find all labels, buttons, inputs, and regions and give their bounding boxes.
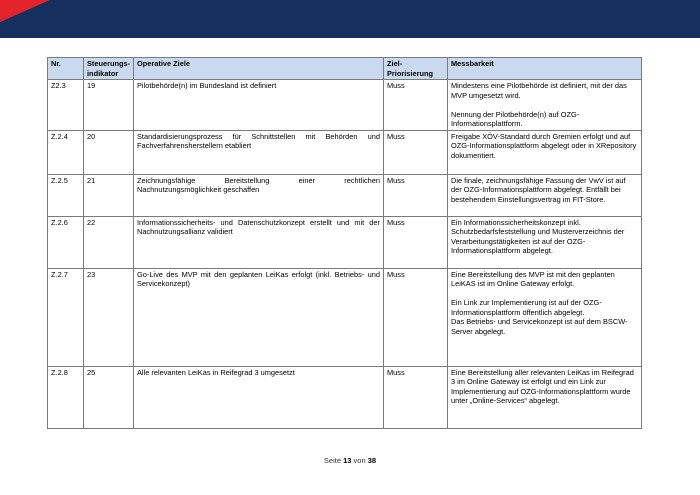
cell-ziel: Go-Live des MVP mit den geplanten LeiKas erfolgt (inkl. Betriebs- und Servicekonzept) — [134, 268, 384, 366]
cell-messbarkeit: Die finale, zeichnungsfähige Fassung der VwV ist auf der OZG-Informationsplattform abgelegt. Entfällt bei bestehendem Einstellungsvertrag im FIT-Store. — [448, 174, 642, 216]
col-header-priorisierung: Ziel-Priorisierung — [384, 58, 448, 80]
cell-indikator: 23 — [84, 268, 134, 366]
cell-ziel: Standardisierungsprozess für Schnittstellen mit Behörden und Fachverfahrensherstellern etabliert — [134, 130, 384, 174]
page-total: 38 — [367, 456, 377, 465]
col-header-indikator: Steuerungs-indikator — [84, 58, 134, 80]
table-row — [48, 174, 642, 216]
cell-nr: Z.2.8 — [48, 366, 84, 428]
table-row — [48, 268, 642, 366]
table-header-row — [48, 58, 642, 80]
cell-indikator: 21 — [84, 174, 134, 216]
cell-prio: Muss — [384, 80, 448, 131]
page-separator: von — [353, 456, 366, 465]
cell-indikator: 19 — [84, 80, 134, 131]
cell-indikator: 22 — [84, 216, 134, 268]
cell-nr: Z.2.4 — [48, 130, 84, 174]
table-row — [48, 130, 642, 174]
cell-prio: Muss — [384, 130, 448, 174]
cell-prio: Muss — [384, 268, 448, 366]
cell-messbarkeit: Freigabe XÖV-Standard durch Gremien erfolgt und auf OZG-Informationsplattform abgelegt oder in XRepository dokumentiert. — [448, 130, 642, 174]
cell-nr: Z.2.7 — [48, 268, 84, 366]
cell-nr: Z2.3 — [48, 80, 84, 131]
mess-text: Ein Link zur Implementierung ist auf der OZG-Informationsplattform öffentlich abgelegt. — [451, 298, 602, 317]
mess-text: Das Betriebs- und Servicekonzept ist auf dem BSCW-Server abgelegt. — [451, 317, 628, 336]
page-number: 13 — [343, 456, 352, 465]
cell-messbarkeit — [448, 268, 642, 366]
header-bar — [0, 0, 700, 38]
cell-ziel: Zeichnungsfähige Bereitstellung einer rechtlichen Nachnutzungsmöglichkeit geschaffen — [134, 174, 384, 216]
page-label: Seite — [323, 456, 342, 465]
cell-indikator: 25 — [84, 366, 134, 428]
cell-messbarkeit — [448, 80, 642, 131]
cell-indikator: 20 — [84, 130, 134, 174]
cell-messbarkeit: Eine Bereitstellung aller relevanten LeiKas im Reifegrad 3 im Online Gateway ist erfolgt und ein Link zur Implementierung auf OZG-Informationsplattform wurde unter „Online-Services“ abgelegt. — [448, 366, 642, 428]
page-footer — [0, 456, 700, 465]
cell-ziel: Pilotbehörde(n) im Bundesland ist definiert — [134, 80, 384, 131]
goals-table — [47, 57, 642, 429]
table-row — [48, 366, 642, 428]
mess-text: Eine Bereitstellung des MVP ist mit den geplanten LeiKAS ist im Online Gateway erfolgt. — [451, 269, 615, 288]
brand-accent-stripe — [0, 0, 50, 22]
cell-prio: Muss — [384, 216, 448, 268]
cell-prio: Muss — [384, 366, 448, 428]
col-header-ziele: Operative Ziele — [134, 58, 384, 80]
cell-nr: Z.2.5 — [48, 174, 84, 216]
col-header-messbarkeit: Messbarkeit — [448, 58, 642, 80]
mess-text: Nennung der Pilotbehörde(n) auf OZG-Informationsplattform. — [451, 109, 580, 128]
mess-text: Mindestens eine Pilotbehörde ist definiert, mit der das MVP umgesetzt wird. — [451, 81, 627, 100]
table-row — [48, 80, 642, 131]
cell-ziel: Informationssicherheits- und Datenschutzkonzept erstellt und mit der Nachnutzungsallianz validiert — [134, 216, 384, 268]
cell-ziel: Alle relevanten LeiKas in Reifegrad 3 umgesetzt — [134, 366, 384, 428]
col-header-nr: Nr. — [48, 58, 84, 80]
table-row — [48, 216, 642, 268]
cell-prio: Muss — [384, 174, 448, 216]
cell-nr: Z.2.6 — [48, 216, 84, 268]
cell-messbarkeit: Ein Informationssicherheitskonzept inkl. Schutzbedarfsfeststellung und Musterverzeichnis der Verarbeitungstätigkeiten ist auf der OZG-Informationsplattform abgelegt. — [448, 216, 642, 268]
